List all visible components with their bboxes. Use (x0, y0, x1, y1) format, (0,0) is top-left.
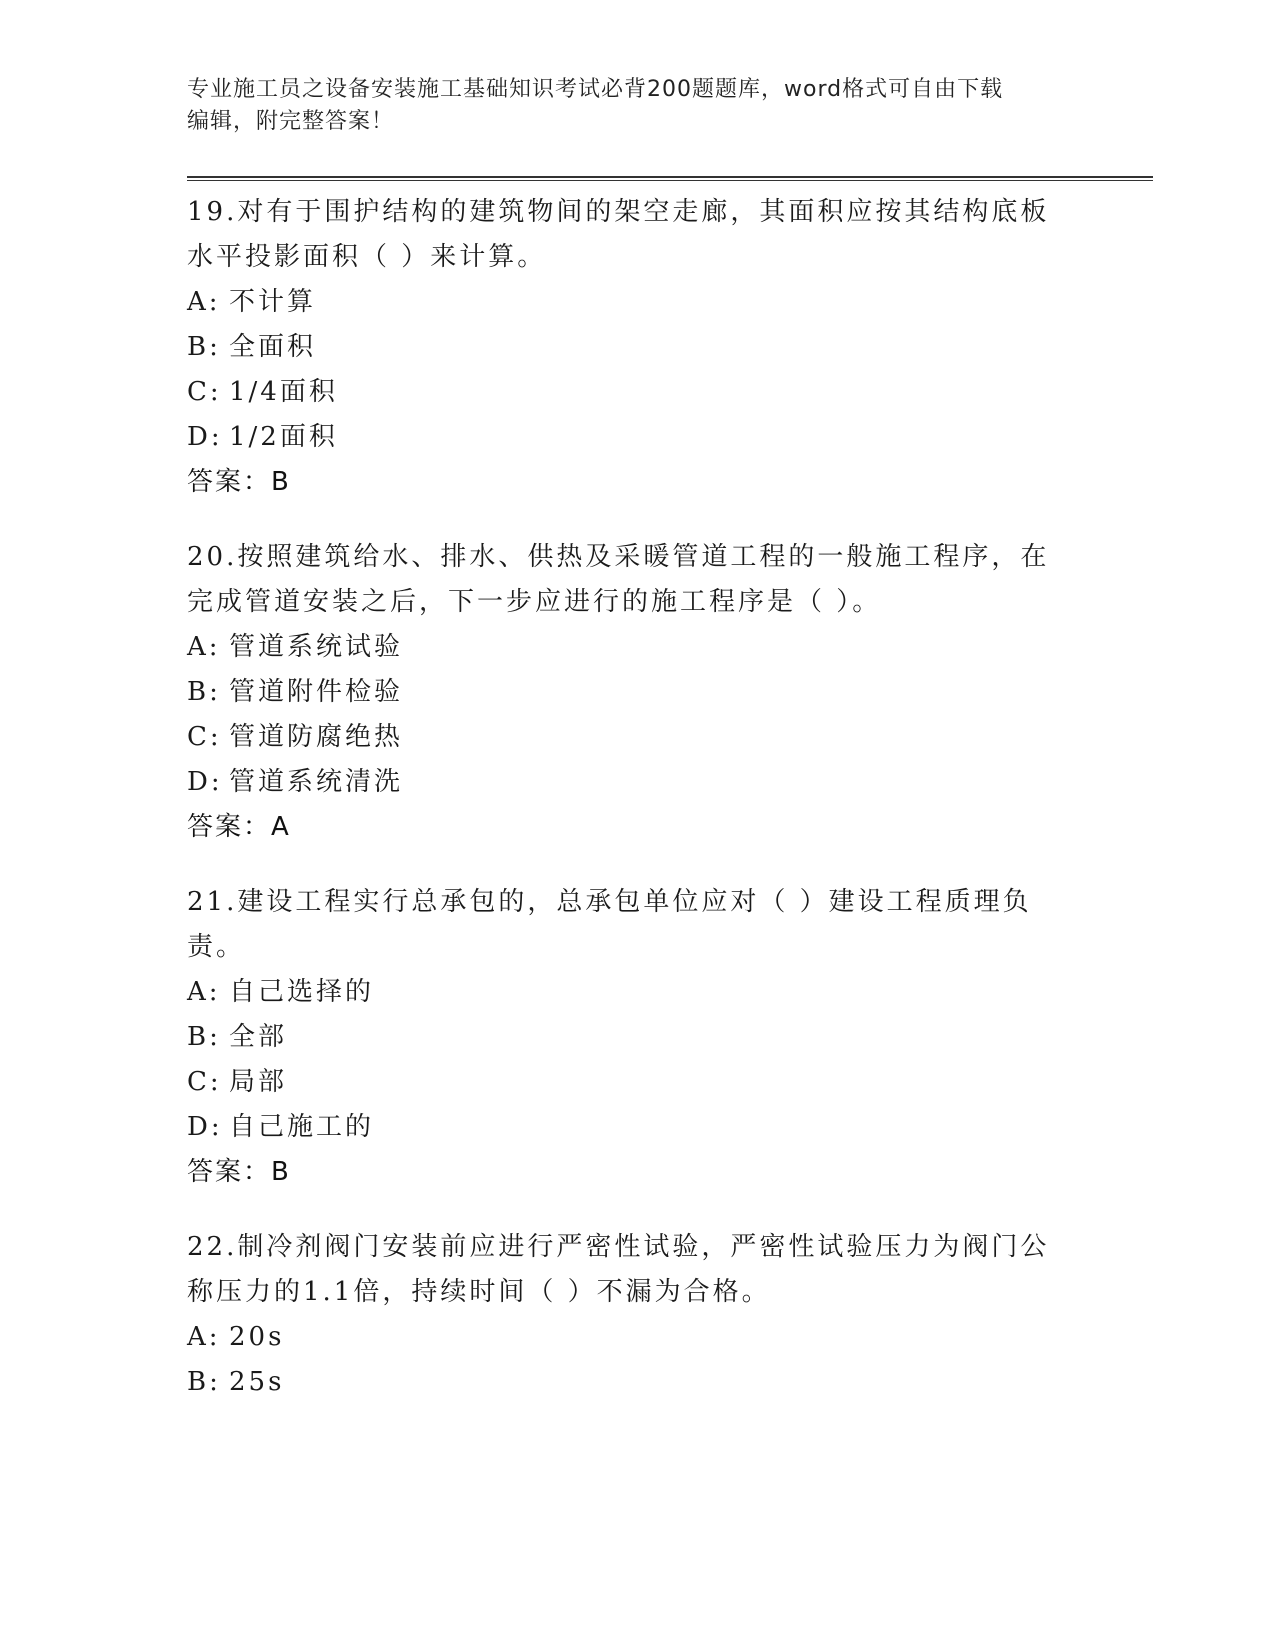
option-a (187, 280, 1067, 325)
option-key: D: (187, 767, 223, 797)
question-20 (187, 535, 1067, 850)
option-value: 管道系统清洗 (229, 767, 404, 797)
option-value: 1/4面积 (229, 377, 338, 407)
answer-label: 答案：B (187, 1157, 291, 1187)
option-value: 20s (229, 1322, 285, 1352)
option-a (187, 625, 1067, 670)
option-value: 管道防腐绝热 (229, 722, 404, 752)
option-value: 25s (229, 1367, 285, 1397)
option-b (187, 1015, 1067, 1060)
option-key: C: (187, 1067, 222, 1097)
option-key: D: (187, 1112, 223, 1142)
question-text: 19.对有于围护结构的建筑物间的架空走廊，其面积应按其结构底板水平投影面积（ ）来计算。 (187, 197, 1050, 272)
option-key: B: (187, 677, 221, 707)
questions-list (187, 190, 1067, 1435)
option-key: D: (187, 422, 223, 452)
option-value: 全面积 (229, 332, 317, 362)
option-a (187, 970, 1067, 1015)
header-line-2: 编辑，附完整答案！ (187, 109, 395, 134)
option-c (187, 1060, 1067, 1105)
option-value: 不计算 (229, 287, 317, 317)
option-key: B: (187, 332, 221, 362)
option-value: 管道附件检验 (229, 677, 404, 707)
question-text: 20.按照建筑给水、排水、供热及采暖管道工程的一般施工程序，在完成管道安装之后，下一步应进行的施工程序是（ ）。 (187, 542, 1050, 617)
option-key: B: (187, 1022, 221, 1052)
question-text: 21.建设工程实行总承包的，总承包单位应对（ ）建设工程质理负责。 (187, 887, 1032, 962)
option-value: 全部 (229, 1022, 288, 1052)
question-text: 22.制冷剂阀门安装前应进行严密性试验，严密性试验压力为阀门公称压力的1.1倍，持续时间（ ）不漏为合格。 (187, 1232, 1050, 1307)
option-b (187, 670, 1067, 715)
option-key: C: (187, 377, 222, 407)
option-value: 管道系统试验 (229, 632, 404, 662)
option-key: C: (187, 722, 222, 752)
option-d (187, 415, 1067, 460)
option-value: 1/2面积 (229, 422, 338, 452)
option-key: A: (187, 632, 221, 662)
answer-label: 答案：B (187, 467, 291, 497)
question-21 (187, 880, 1067, 1195)
header-line-1: 专业施工员之设备安装施工基础知识考试必背200题题库，word格式可自由下载 (187, 77, 1004, 102)
option-d (187, 760, 1067, 805)
option-value: 局部 (229, 1067, 288, 1097)
option-a (187, 1315, 1067, 1360)
option-c (187, 370, 1067, 415)
question-19 (187, 190, 1067, 505)
option-c (187, 715, 1067, 760)
header-divider (187, 176, 1153, 181)
option-b (187, 325, 1067, 370)
answer-label: 答案：A (187, 812, 291, 842)
option-key: B: (187, 1367, 221, 1397)
option-value: 自己施工的 (229, 1112, 375, 1142)
option-b (187, 1360, 1067, 1405)
question-22 (187, 1225, 1067, 1405)
option-key: A: (187, 287, 221, 317)
option-key: A: (187, 1322, 221, 1352)
option-d (187, 1105, 1067, 1150)
option-value: 自己选择的 (229, 977, 375, 1007)
document-header (187, 74, 1067, 138)
option-key: A: (187, 977, 221, 1007)
